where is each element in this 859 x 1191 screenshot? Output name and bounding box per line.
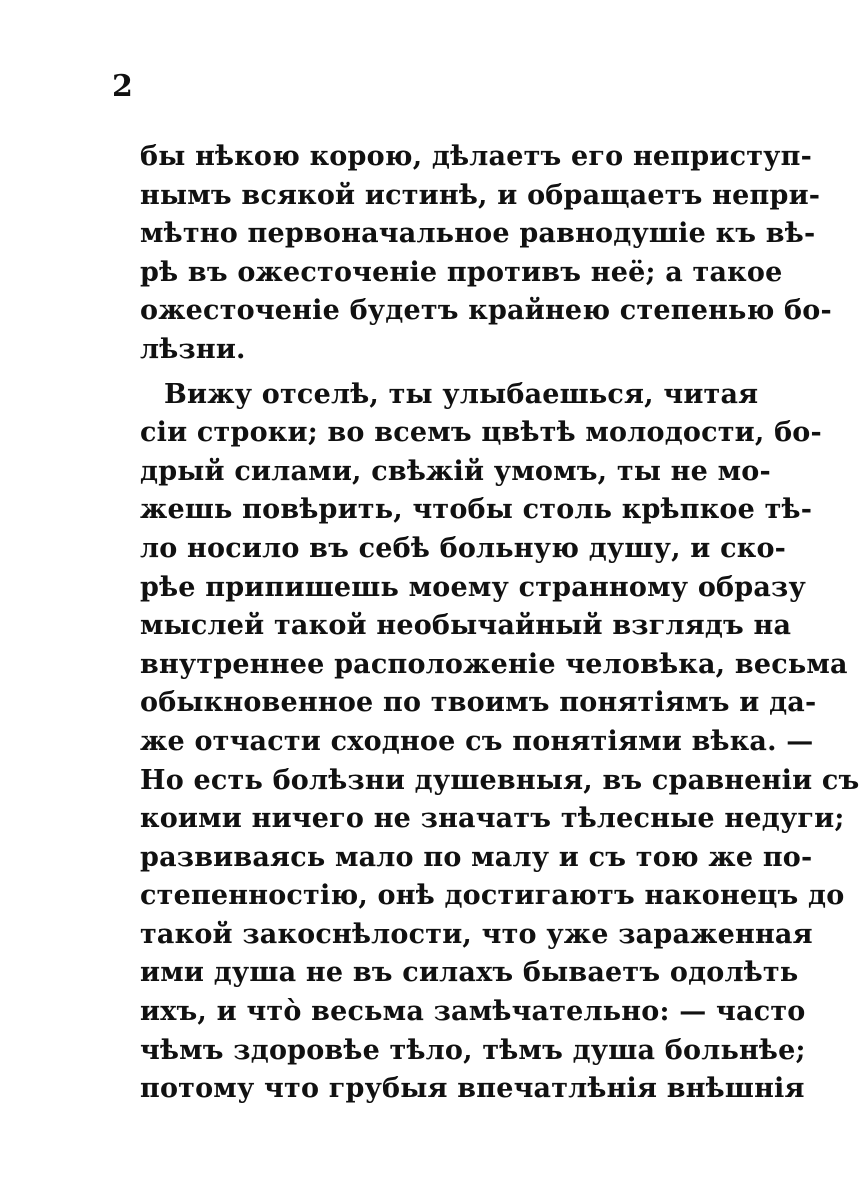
text-line: рѣе припишешь моему странному образу <box>140 571 806 603</box>
text-line: ихъ, и что̀ весьма замѣчательно: — часто <box>140 996 806 1028</box>
text-line: Вижу отселѣ, ты улыбаешься, читая <box>164 378 759 410</box>
text-line: ло носило въ себѣ больную душу, и ско- <box>140 532 787 564</box>
text-line: нымъ всякой истинѣ, и обращаетъ непри- <box>140 179 821 211</box>
text-line: ими душа не въ силахъ бываетъ одолѣть <box>140 957 799 989</box>
text-line: рѣ въ ожесточеніе противъ неё; а такое <box>140 256 783 288</box>
page-number: 2 <box>112 69 133 104</box>
text-line: потому что грубыя впечатлѣнія внѣшнія <box>140 1073 805 1105</box>
text-line: дрый силами, свѣжій умомъ, ты не мо- <box>140 455 771 487</box>
text-line: Но есть болѣзни душевныя, въ сравненіи съ <box>140 764 859 796</box>
paragraph-2 <box>140 376 859 1109</box>
text-line: жешь повѣрить, чтобы столь крѣпкое тѣ- <box>140 494 813 526</box>
text-line: мыслей такой необычайный взглядъ на <box>140 610 792 642</box>
text-line: чѣмъ здоровѣе тѣло, тѣмъ душа больнѣе; <box>140 1034 806 1066</box>
text-line: внутреннее расположеніе человѣка, весьма <box>140 648 848 680</box>
paragraph-1 <box>140 138 832 370</box>
text-line: же отчасти сходное съ понятіями вѣка. — <box>140 725 814 757</box>
body-text <box>140 138 859 1109</box>
text-line: мѣтно первоначальное равнодушіе къ вѣ- <box>140 218 816 250</box>
text-line: степенностію, онѣ достигаютъ наконецъ до <box>140 880 845 912</box>
text-line: обыкновенное по твоимъ понятіямъ и да- <box>140 687 817 719</box>
text-line: ожесточеніе будетъ крайнею степенью бо- <box>140 295 832 327</box>
text-line: лѣзни. <box>140 333 246 365</box>
text-line: такой закоснѣлости, что уже зараженная <box>140 918 813 950</box>
text-line: сіи строки; во всемъ цвѣтѣ молодости, бо- <box>140 417 822 449</box>
text-line: бы нѣкою корою, дѣлаетъ его неприступ- <box>140 141 812 172</box>
text-line: развиваясь мало по малу и съ тою же по- <box>140 841 813 873</box>
text-line: коими ничего не значатъ тѣлесные недуги; <box>140 803 845 835</box>
